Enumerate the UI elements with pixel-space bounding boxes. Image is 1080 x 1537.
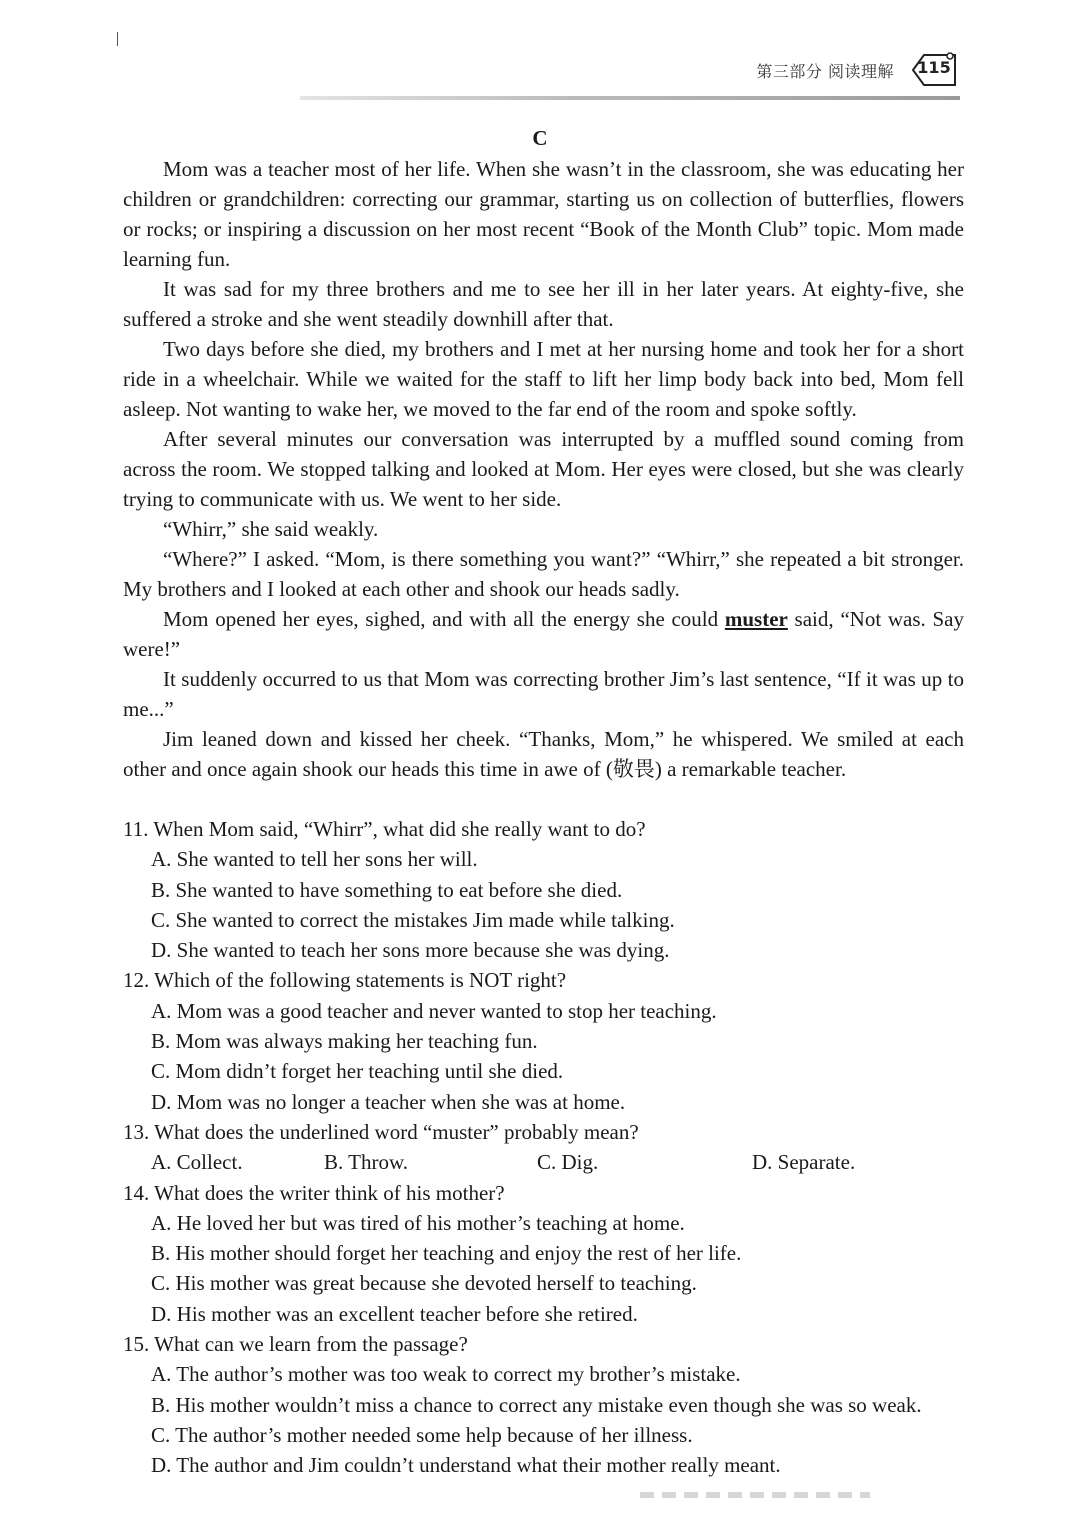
passage-paragraph: Jim leaned down and kissed her cheek. “Thanks, Mom,” he whispered. We smiled at each other and once again shook our heads this time in awe of (敬畏) a remarkable teacher. [123, 727, 964, 781]
header-rule [300, 96, 960, 100]
answer-option: D. The author and Jim couldn’t understand what their mother really meant. [151, 1453, 781, 1478]
passage-paragraph: “Where?” I asked. “Mom, is there something you want?” “Whirr,” she repeated a bit stronger. My brothers and I looked at each other and shook our heads sadly. [123, 547, 964, 601]
answer-option: A. He loved her but was tired of his mother’s teaching at home. [151, 1210, 685, 1235]
answer-option: D. Mom was no longer a teacher when she was at home. [151, 1089, 626, 1114]
answer-option: D. Separate. [752, 1150, 856, 1175]
answer-option: C. Dig. [537, 1150, 599, 1175]
answer-option: A. Mom was a good teacher and never wanted to stop her teaching. [151, 998, 717, 1023]
answer-option: B. His mother wouldn’t miss a chance to correct any mistake even though she was so weak. [151, 1392, 922, 1417]
passage-paragraph: It was sad for my three brothers and me to see her ill in her later years. At eighty-five, she suffered a stroke and she went steadily downhill after that. [123, 277, 964, 331]
passage-paragraph: It suddenly occurred to us that Mom was correcting brother Jim’s last sentence, “If it was up to me...” [123, 667, 964, 721]
section-letter: C [532, 126, 548, 150]
page-header [756, 50, 958, 90]
answer-option: B. Throw. [324, 1150, 408, 1175]
paragraph-text: Mom opened her eyes, sighed, and with all the energy she could [163, 607, 725, 631]
answer-option: D. She wanted to teach her sons more because she was dying. [151, 938, 670, 963]
question-stem: 12. Which of the following statements is NOT right? [123, 968, 567, 993]
answer-option: B. She wanted to have something to eat before she died. [151, 877, 623, 902]
answer-option: A. Collect. [151, 1150, 243, 1175]
question-list [123, 814, 973, 1481]
passage-paragraph: Two days before she died, my brothers and I met at her nursing home and took her for a short ride in a wheelchair. While we waited for the staff to lift her limp body back into bed, Mom fell asleep. Not wanting to wake her, we moved to the far end of the room and spoke softly. [123, 337, 964, 421]
question-stem: 14. What does the writer think of his mother? [123, 1180, 505, 1205]
section-label: 第三部分 阅读理解 [756, 61, 894, 81]
page-number: 115 [917, 58, 951, 77]
answer-option: C. Mom didn’t forget her teaching until she died. [151, 1059, 564, 1084]
reading-passage [123, 154, 964, 784]
margin-mark [117, 32, 118, 46]
answer-option: C. She wanted to correct the mistakes Jim made while talking. [151, 907, 675, 932]
answer-option: D. His mother was an excellent teacher before she retired. [151, 1301, 638, 1326]
answer-option: A. She wanted to tell her sons her will. [151, 847, 478, 872]
answer-option: B. His mother should forget her teaching and enjoy the rest of her life. [151, 1241, 742, 1266]
question-stem: 11. When Mom said, “Whirr”, what did she really want to do? [123, 817, 646, 841]
answer-option: B. Mom was always making her teaching fun. [151, 1029, 538, 1054]
answer-option: C. His mother was great because she devoted herself to teaching. [151, 1271, 697, 1296]
passage-paragraph: “Whirr,” she said weakly. [163, 517, 379, 541]
answer-option: C. The author’s mother needed some help because of her illness. [151, 1422, 693, 1447]
question-stem: 13. What does the underlined word “muster” probably mean? [123, 1119, 639, 1144]
passage-paragraph: Mom was a teacher most of her life. When she wasn’t in the classroom, she was educating her children or grandchildren: correcting our grammar, starting us on collection of butterflies, flowers or rocks; or inspiring a discussion on her most recent “Book of the Month Club” topic. Mom made learning fun. [123, 157, 964, 271]
answer-options-row [123, 1147, 973, 1177]
answer-option: A. The author’s mother was too weak to correct my brother’s mistake. [151, 1362, 741, 1387]
question-stem: 15. What can we learn from the passage? [123, 1332, 468, 1357]
passage-paragraph: After several minutes our conversation was interrupted by a muffled sound coming from across the room. We stopped talking and looked at Mom. Her eyes were closed, but she was clearly trying to communicate with us. We went to her side. [123, 427, 964, 511]
page-number-badge [910, 50, 958, 90]
passage-paragraph [123, 604, 964, 664]
underlined-word: muster [724, 607, 788, 631]
footer-cut-off-text [640, 1492, 870, 1498]
paragraph-text: said, “Not was. Say were!” [123, 607, 964, 661]
